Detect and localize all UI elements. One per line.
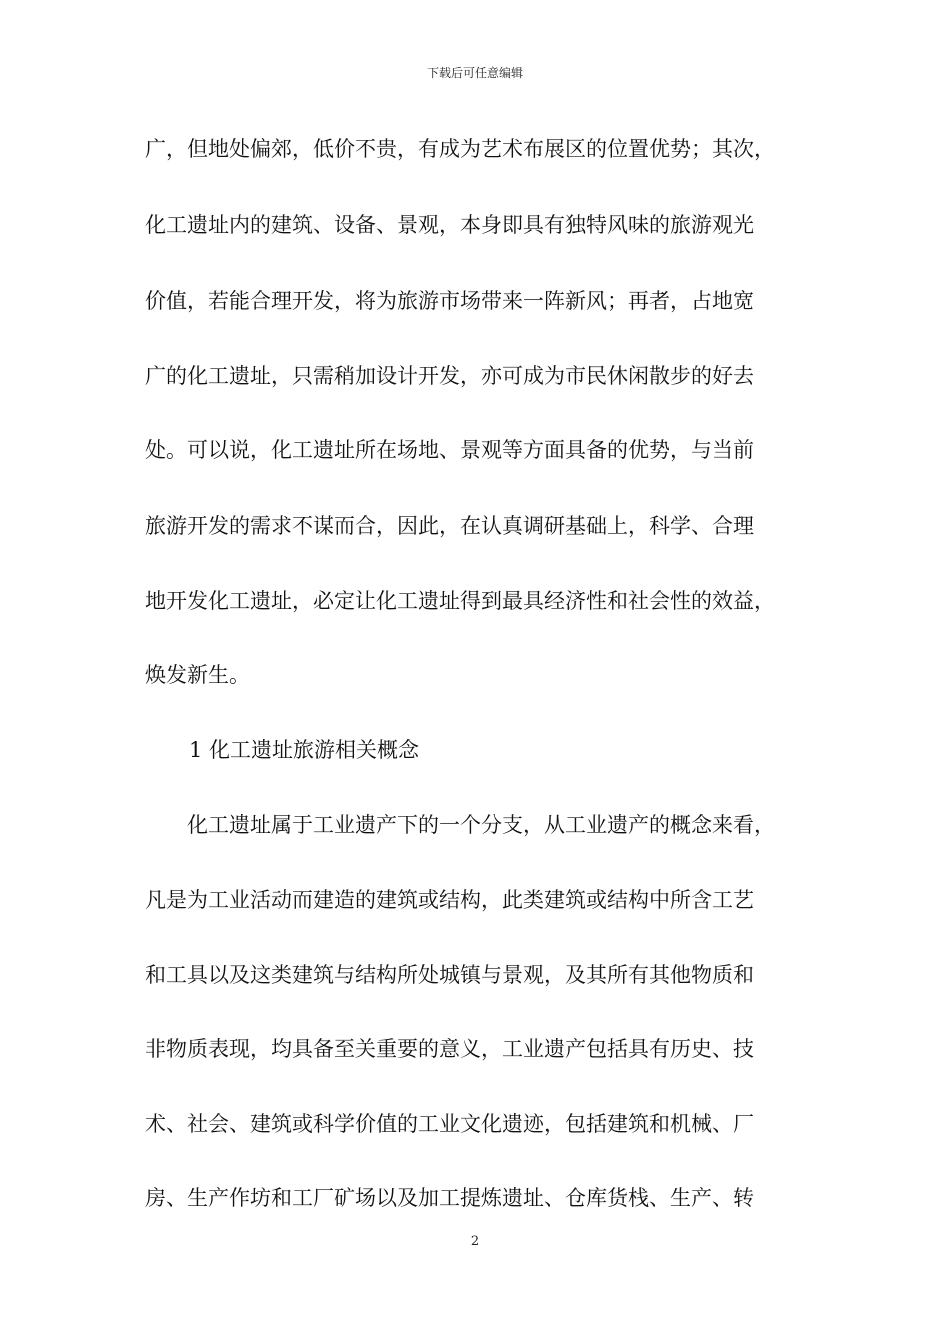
header-note: 下载后可任意编辑 xyxy=(426,66,523,80)
paragraph-1-line-6: 旅游开发的需求不谋而合，因此，在认真调研基础上，科学、合理 xyxy=(145,514,754,538)
paragraph-1-line-8: 焕发新生。 xyxy=(145,663,250,687)
paragraph-1-line-5: 处。可以说，化工遗址所在场地、景观等方面具备的优势，与当前 xyxy=(145,438,754,462)
paragraph-2-line-2: 凡是为工业活动而建造的建筑或结构，此类建筑或结构中所含工艺 xyxy=(145,888,754,912)
paragraph-2-line-1: 化工遗址属于工业遗产下的一个分支，从工业遗产的概念来看， xyxy=(187,813,775,837)
section-heading: 1 化工遗址旅游相关概念 xyxy=(189,738,420,762)
paragraph-2-line-4: 非物质表现，均具备至关重要的意义，工业遗产包括具有历史、技 xyxy=(145,1037,754,1061)
paragraph-1-line-4: 广的化工遗址，只需稍加设计开发，亦可成为市民休闲散步的好去 xyxy=(145,364,754,388)
paragraph-2-line-5: 术、社会、建筑或科学价值的工业文化遗迹，包括建筑和机械、厂 xyxy=(145,1112,754,1136)
page-number: 2 xyxy=(470,1234,480,1249)
paragraph-1-line-7: 地开发化工遗址，必定让化工遗址得到最具经济性和社会性的效益， xyxy=(145,589,775,613)
paragraph-1-line-1: 广，但地处偏郊，低价不贵，有成为艺术布展区的位置优势；其次， xyxy=(145,137,775,161)
paragraph-2-line-3: 和工具以及这类建筑与结构所处城镇与景观，及其所有其他物质和 xyxy=(145,963,754,987)
paragraph-2-line-6: 房、生产作坊和工厂矿场以及加工提炼遗址、仓库货栈、生产、转 xyxy=(145,1186,754,1210)
paragraph-1-line-3: 价值，若能合理开发，将为旅游市场带来一阵新风；再者，占地宽 xyxy=(145,289,754,313)
paragraph-1-line-2: 化工遗址内的建筑、设备、景观，本身即具有独特风味的旅游观光 xyxy=(145,213,754,237)
